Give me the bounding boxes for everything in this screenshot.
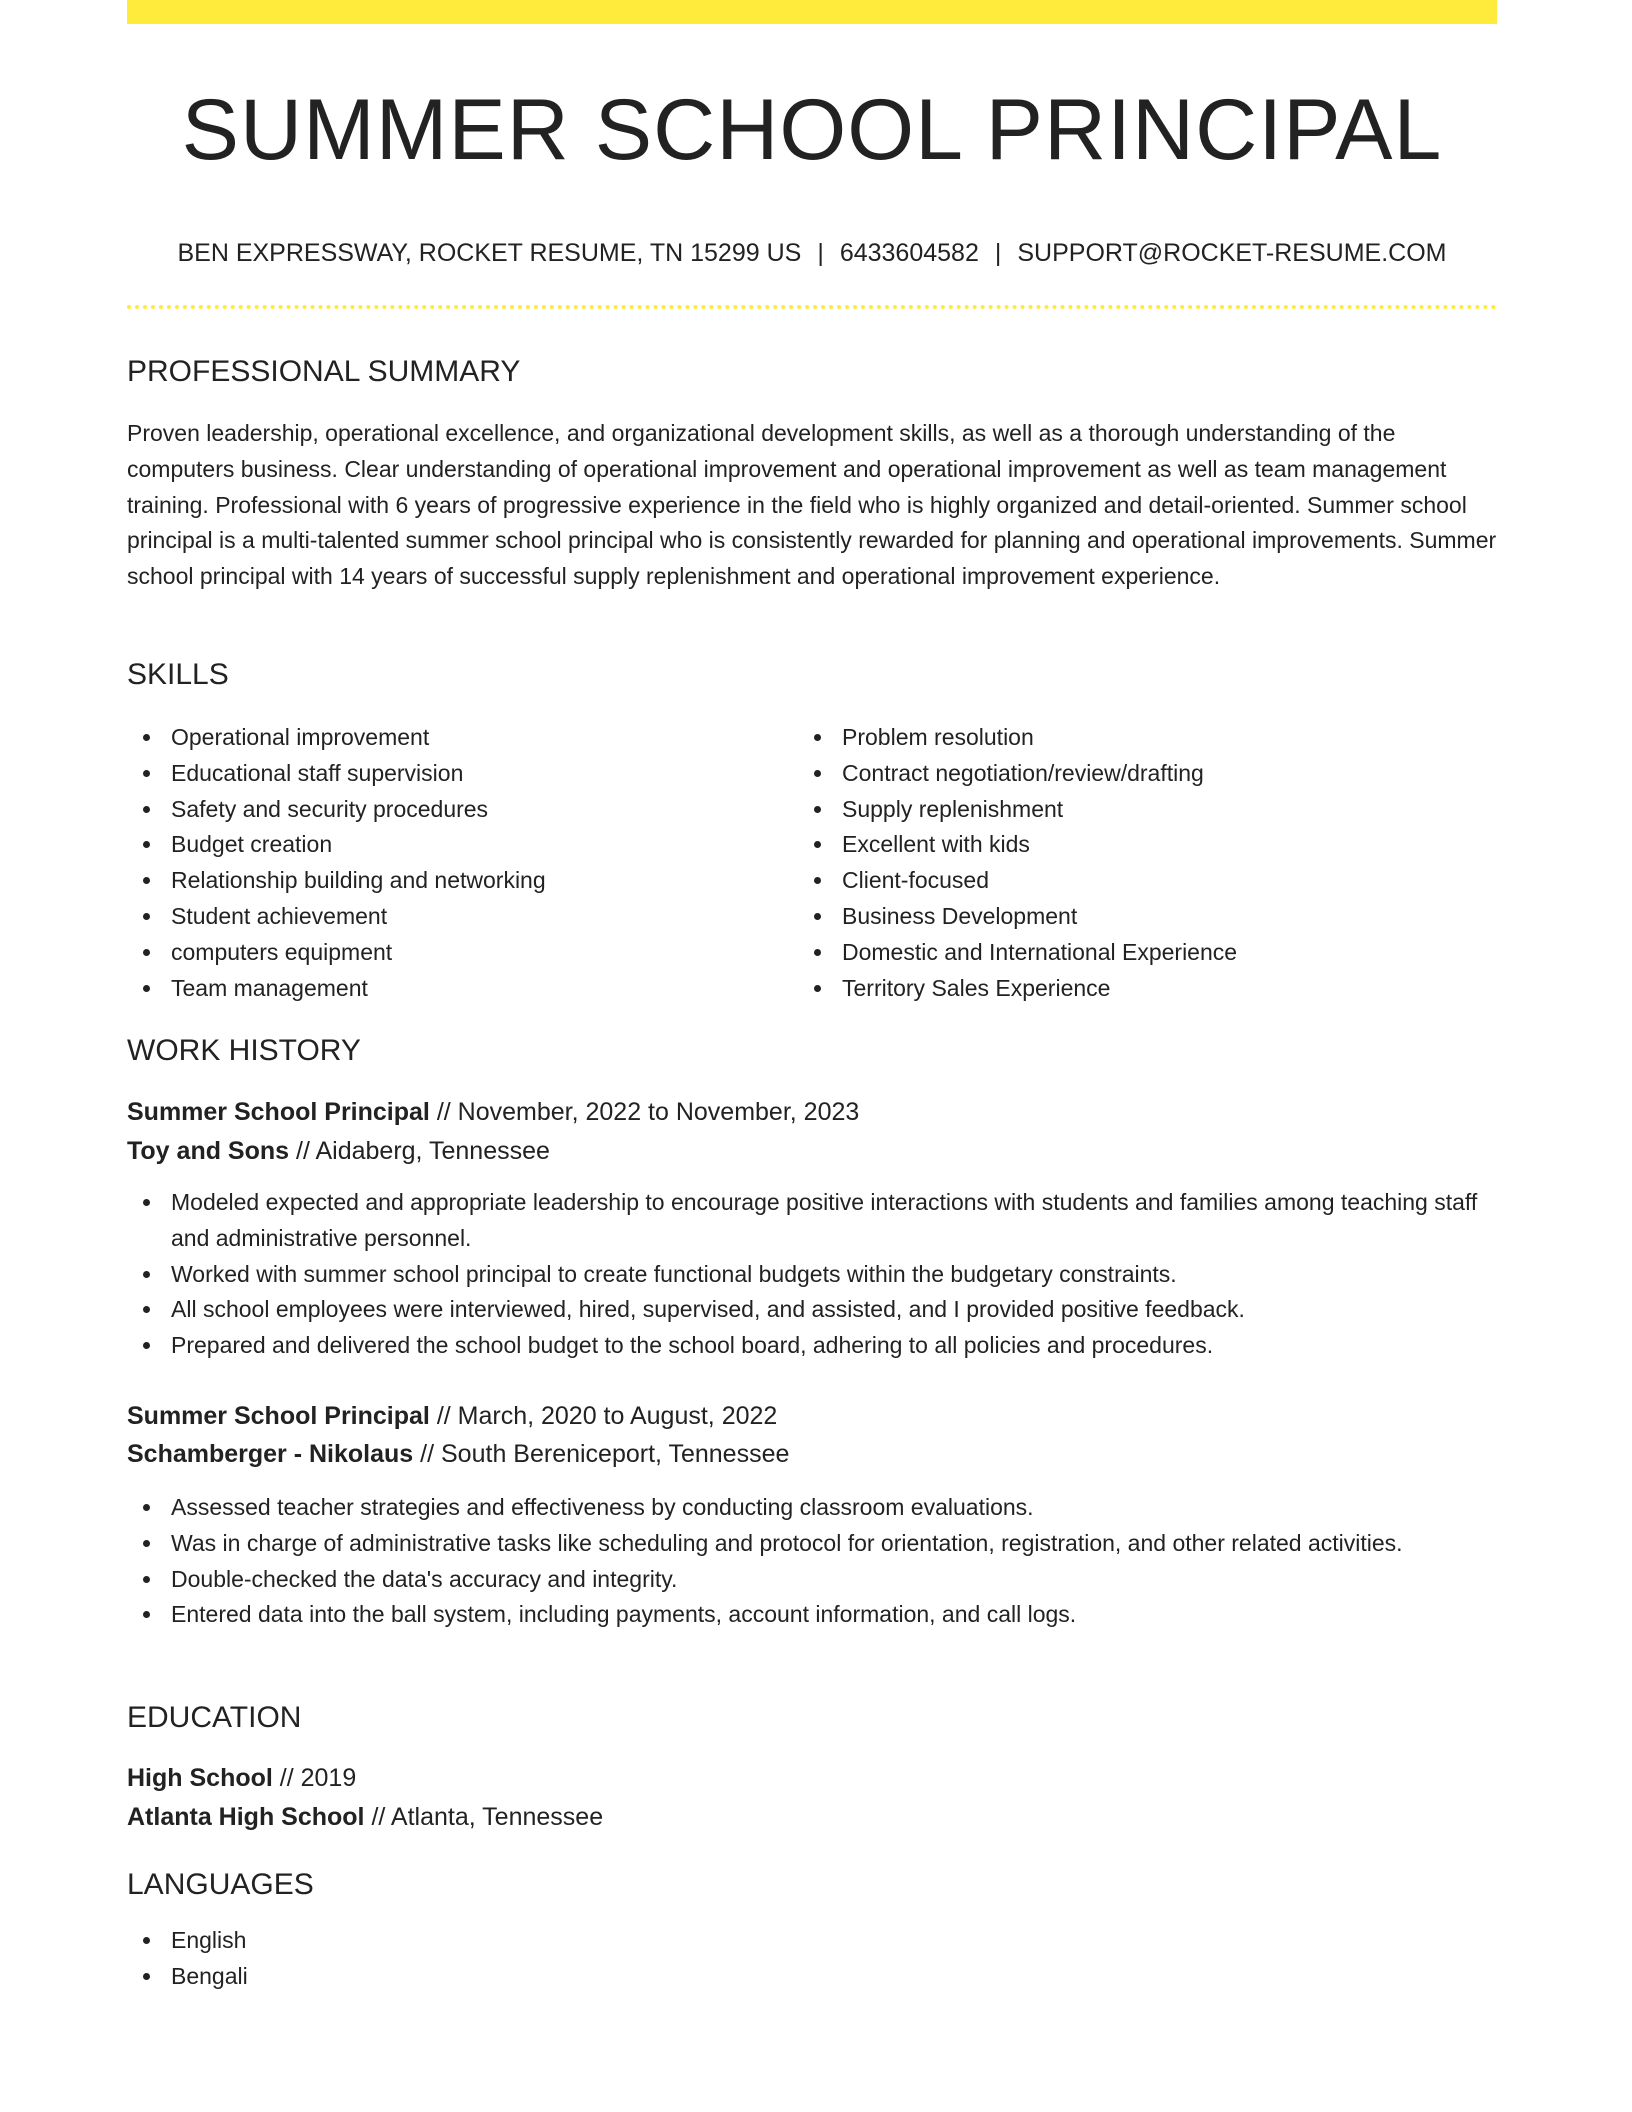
skill-item: Territory Sales Experience: [798, 971, 1438, 1007]
language-item: Bengali: [127, 1959, 1502, 1995]
job-responsibilities: [127, 1490, 1502, 1633]
contact-address: BEN EXPRESSWAY, ROCKET RESUME, TN 15299 US: [177, 239, 802, 267]
resume-title: SUMMER SCHOOL PRINCIPAL: [181, 82, 1443, 178]
contact-line: [127, 236, 1497, 270]
skill-item: Domestic and International Experience: [798, 935, 1438, 971]
skill-item: Contract negotiation/review/drafting: [798, 756, 1438, 792]
summary-text: Proven leadership, operational excellence, and organizational development skills, as well as a thorough understanding of the computers business. Clear understanding of operational improvement and operational improvement as well as team management training. Professional with 6 years of progressive experience in the field who is highly organized and detail-oriented. Summer school principal is a multi-talented summer school principal who is consistently rewarded for planning and operational improvements. Summer school principal with 14 years of successful supply replenishment and operational improvement experience.: [127, 420, 1497, 590]
skill-item: Educational staff supervision: [127, 756, 767, 792]
contact-separator: |: [994, 239, 1002, 267]
skill-item: Team management: [127, 971, 767, 1007]
summary-heading: PROFESSIONAL SUMMARY: [127, 355, 521, 388]
skill-item: computers equipment: [127, 935, 767, 971]
responsibility-item: Double-checked the data's accuracy and integrity.: [127, 1562, 1502, 1598]
skills-right-column: [798, 720, 1438, 1006]
responsibility-item: All school employees were interviewed, hired, supervised, and assisted, and I provided positive feedback.: [127, 1292, 1502, 1328]
responsibility-item: Modeled expected and appropriate leadership to encourage positive interactions with students and families among teaching staff and administrative personnel.: [127, 1185, 1502, 1257]
languages-list: [127, 1923, 1502, 1995]
education-location: // Atlanta, Tennessee: [371, 1803, 604, 1831]
job-company-line: [127, 1435, 789, 1473]
contact-email: SUPPORT@ROCKET-RESUME.COM: [1017, 239, 1447, 267]
job-title-line: [127, 1093, 859, 1131]
education-school: Atlanta High School: [127, 1803, 365, 1831]
contact-separator: |: [817, 239, 824, 267]
job-title-line: [127, 1397, 777, 1435]
education-degree-line: [127, 1759, 356, 1797]
skill-item: Business Development: [798, 899, 1438, 935]
language-item: English: [127, 1923, 1502, 1959]
skill-item: Student achievement: [127, 899, 767, 935]
skill-item: Excellent with kids: [798, 827, 1438, 863]
responsibility-item: Prepared and delivered the school budget to the school board, adhering to all policies and procedures.: [127, 1328, 1502, 1364]
job-company-line: [127, 1132, 550, 1170]
education-degree: High School: [127, 1764, 273, 1792]
header-divider: [127, 305, 1497, 309]
education-year: // 2019: [279, 1764, 357, 1792]
education-school-line: [127, 1798, 603, 1836]
job-company: Schamberger - Nikolaus: [127, 1440, 414, 1468]
job-dates: // March, 2020 to August, 2022: [436, 1402, 778, 1430]
skill-item: Safety and security procedures: [127, 792, 767, 828]
work-history-heading: WORK HISTORY: [127, 1034, 361, 1067]
education-heading: EDUCATION: [127, 1701, 302, 1734]
skill-item: Client-focused: [798, 863, 1438, 899]
job-role: Summer School Principal: [127, 1402, 430, 1430]
responsibility-item: Assessed teacher strategies and effectiveness by conducting classroom evaluations.: [127, 1490, 1502, 1526]
responsibility-item: Entered data into the ball system, including payments, account information, and call logs.: [127, 1597, 1502, 1633]
languages-heading: LANGUAGES: [127, 1868, 314, 1901]
skill-item: Budget creation: [127, 827, 767, 863]
job-responsibilities: [127, 1185, 1502, 1364]
top-accent-bar: [127, 0, 1497, 24]
responsibility-item: Was in charge of administrative tasks like scheduling and protocol for orientation, registration, and other related activities.: [127, 1526, 1502, 1562]
skill-item: Operational improvement: [127, 720, 767, 756]
job-location: // South Bereniceport, Tennessee: [420, 1440, 790, 1468]
skills-heading: SKILLS: [127, 658, 229, 691]
job-location: // Aidaberg, Tennessee: [296, 1137, 550, 1165]
job-company: Toy and Sons: [127, 1137, 290, 1165]
job-dates: // November, 2022 to November, 2023: [436, 1098, 860, 1126]
responsibility-item: Worked with summer school principal to create functional budgets within the budgetary constraints.: [127, 1257, 1502, 1293]
skill-item: Supply replenishment: [798, 792, 1438, 828]
contact-phone: 6433604582: [839, 239, 979, 267]
skill-item: Relationship building and networking: [127, 863, 767, 899]
job-role: Summer School Principal: [127, 1098, 430, 1126]
skill-item: Problem resolution: [798, 720, 1438, 756]
skills-left-column: [127, 720, 767, 1006]
